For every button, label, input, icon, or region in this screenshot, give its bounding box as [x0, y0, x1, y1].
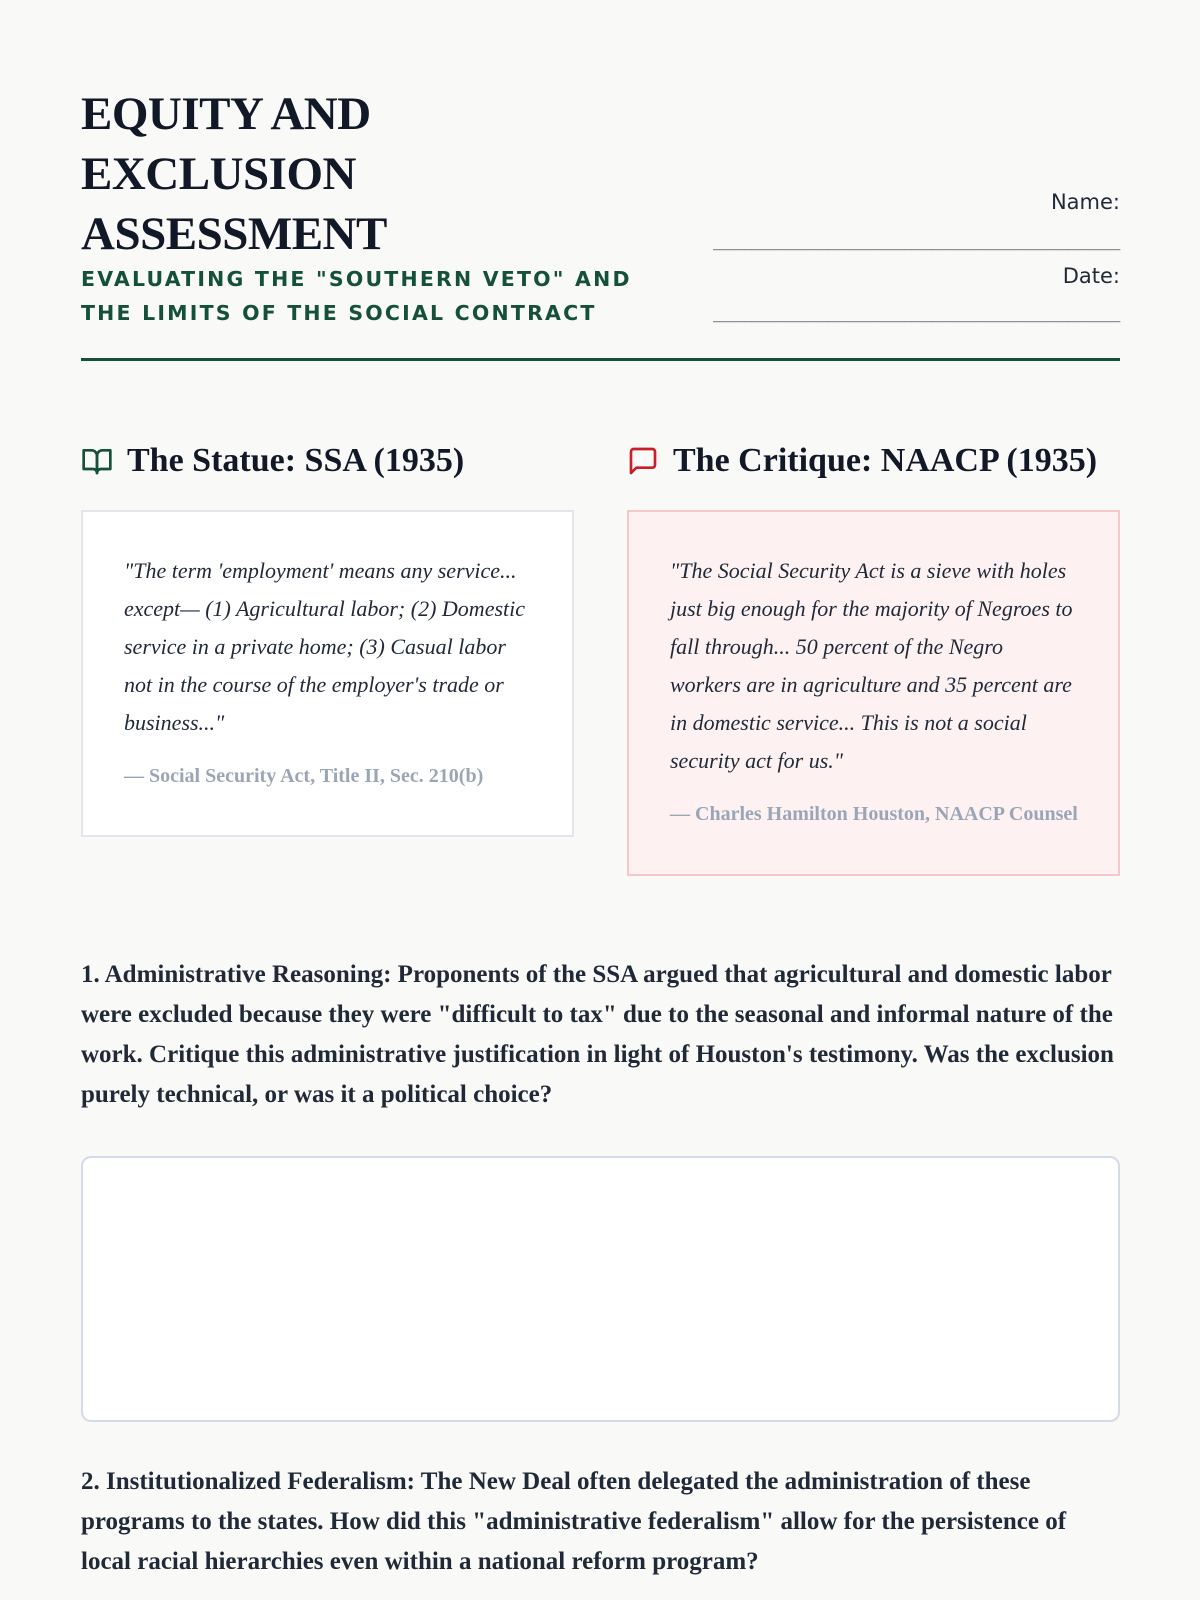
name-field[interactable]: _______________________________________	[712, 230, 1120, 251]
open-book-icon	[81, 445, 113, 477]
statute-heading	[81, 438, 464, 484]
question-1: 1. Administrative Reasoning: Proponents of the SSA argued that agricultural and domestic labor were excluded because they were "difficult to tax" due to the seasonal and informal nature of the work. Critique this administrative justification in light of Houston's testimony. Was the exclusion purely technical, or was it a political choice?	[81, 961, 1114, 1108]
critique-quote: "The Social Security Act is a sieve with holes just big enough for the majority of Negroes to fall through... 50 percent of the Negro workers are in agriculture and 35 percent are in domestic service... This is not a social security act for us."	[670, 558, 1073, 773]
worksheet-header	[81, 84, 1120, 361]
statute-quote: "The term 'employment' means any service... except— (1) Agricultural labor; (2) Domestic service in a private home; (3) Casual labor not in the course of the employer's trade or business..."	[124, 558, 526, 735]
name-label: Name:	[1050, 190, 1120, 214]
question-1-answer-box[interactable]	[81, 1156, 1120, 1422]
speech-bubble-icon	[627, 445, 659, 477]
page-subtitle: EVALUATING THE "SOUTHERN VETO" AND THE LIMITS OF THE SOCIAL CONTRACT	[81, 267, 632, 325]
question-2: 2. Institutionalized Federalism: The New Deal often delegated the administration of these programs to the states. How did this "administrative federalism" allow for the persistence of local racial hierarchies even within a national reform program?	[81, 1468, 1067, 1575]
critique-heading-text: The Critique: NAACP (1935)	[673, 442, 1098, 479]
worksheet-page	[81, 0, 1120, 1600]
critique-attribution: — Charles Hamilton Houston, NAACP Counsel	[670, 803, 1078, 825]
date-field[interactable]: _______________________________________	[712, 302, 1120, 323]
statute-quote-card	[81, 510, 574, 837]
page-title: EQUITY AND EXCLUSION ASSESSMENT	[81, 88, 387, 260]
date-label: Date:	[1062, 264, 1120, 288]
statute-attribution: — Social Security Act, Title II, Sec. 210(b)	[124, 765, 484, 787]
critique-quote-card	[627, 510, 1120, 876]
statute-heading-text: The Statue: SSA (1935)	[127, 442, 465, 479]
critique-heading	[627, 438, 1097, 484]
